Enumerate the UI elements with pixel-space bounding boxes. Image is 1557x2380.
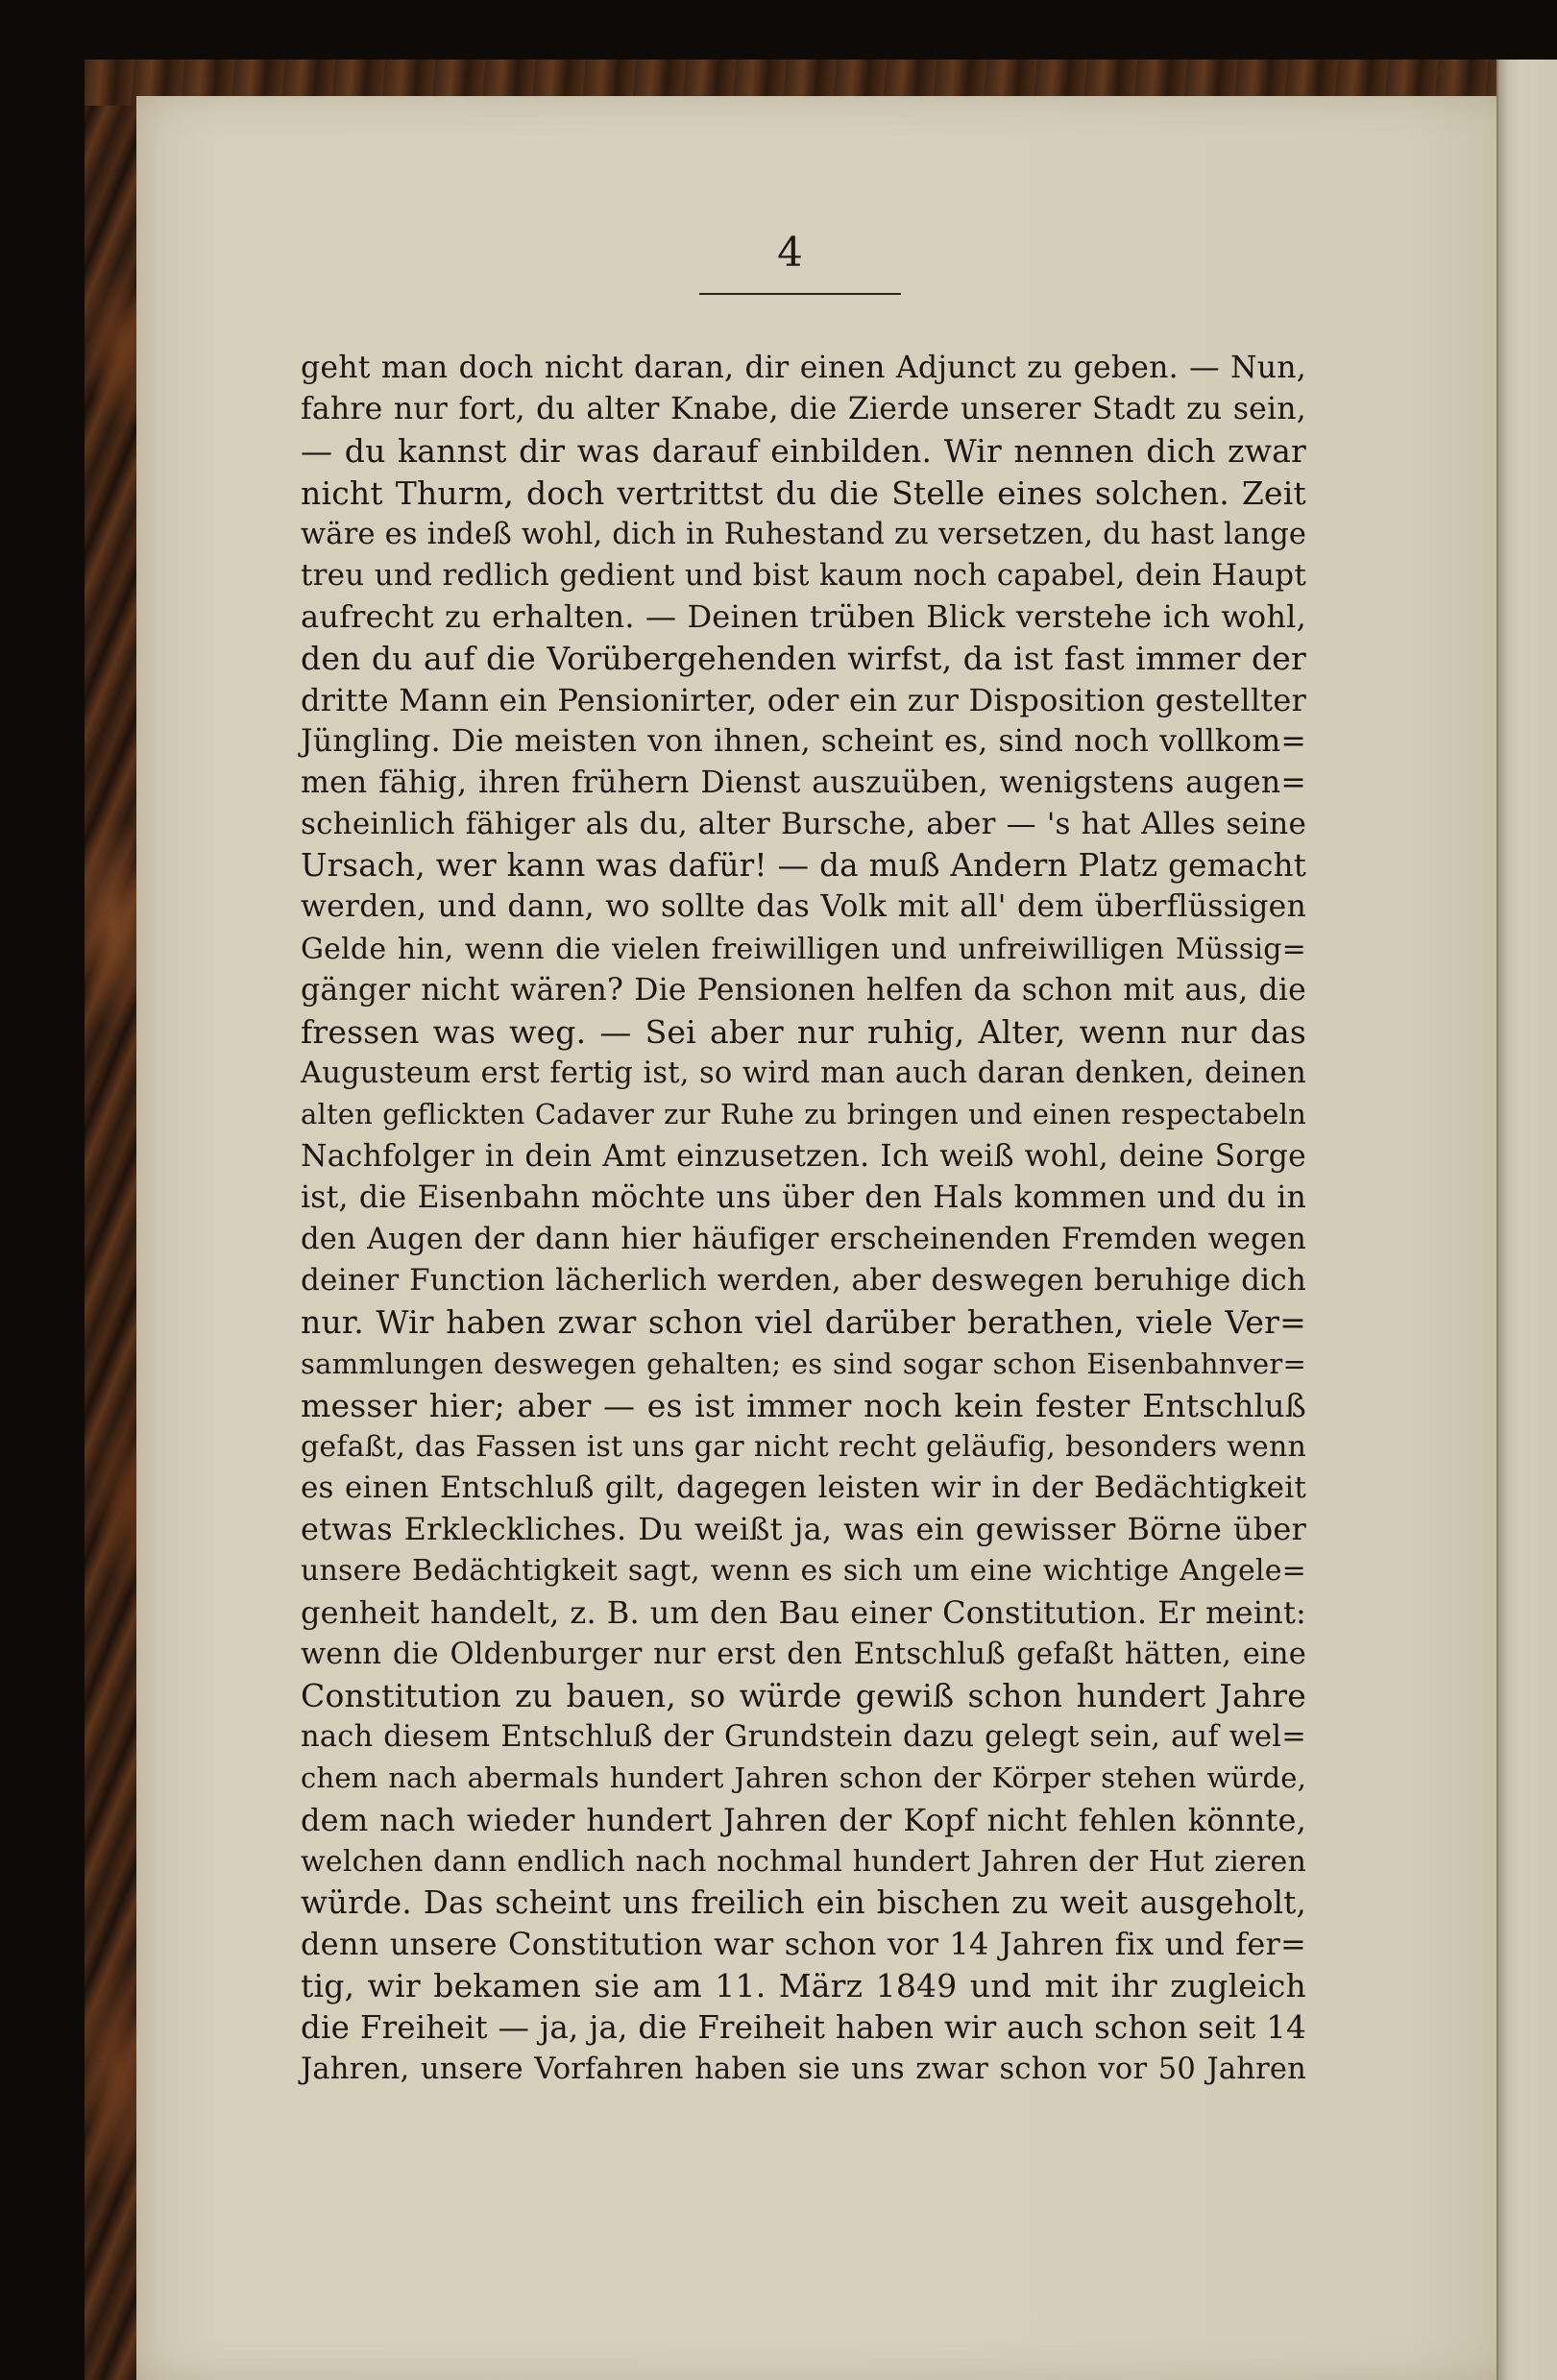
text-line: sammlungen deswegen gehalten; es sind sogar schon Eisenbahnver= <box>301 1347 1306 1380</box>
facing-page-edge <box>1498 60 1557 2380</box>
text-line: men fähig, ihren frühern Dienst auszuüben, wenigstens augen= <box>301 765 1306 800</box>
text-line: geht man doch nicht daran, dir einen Adjunct zu geben. — Nun, <box>301 351 1306 385</box>
text-line: den du auf die Vorübergehenden wirfst, da ist fast immer der <box>301 640 1306 678</box>
text-line: denn unsere Constitution war schon vor 14 Jahren fix und fer= <box>301 1926 1306 1963</box>
text-line: Jüngling. Die meisten von ihnen, scheint es, sind noch vollkom= <box>301 723 1306 759</box>
text-line: ist, die Eisenbahn möchte uns über den Hals kommen und du in <box>301 1179 1306 1215</box>
text-line: die Freiheit — ja, ja, die Freiheit haben wir auch schon seit 14 <box>301 2008 1306 2046</box>
page-number-rule <box>699 293 901 295</box>
text-line: Nachfolger in dein Amt einzusetzen. Ich weiß wohl, deine Sorge <box>301 1138 1306 1174</box>
text-line: nach diesem Entschluß der Grundstein dazu gelegt sein, auf wel= <box>301 1720 1306 1755</box>
text-line: tig, wir bekamen sie am 11. März 1849 und mit ihr zugleich <box>301 1967 1306 2005</box>
text-line: genheit handelt, z. B. um den Bau einer Constitution. Er meint: <box>301 1593 1306 1631</box>
text-line: fahre nur fort, du alter Knabe, die Zierde unserer Stadt zu sein, <box>301 392 1306 427</box>
text-line: nur. Wir haben zwar schon viel darüber berathen, viele Ver= <box>301 1303 1306 1342</box>
text-line: deiner Function lächerlich werden, aber deswegen beruhige dich <box>301 1263 1306 1299</box>
text-line: gefaßt, das Fassen ist uns gar nicht recht geläufig, besonders wenn <box>301 1429 1306 1464</box>
text-line: scheinlich fähiger als du, alter Bursche, aber — 's hat Alles seine <box>301 807 1306 842</box>
text-line: Jahren, unsere Vorfahren haben sie uns zwar schon vor 50 Jahren <box>301 2052 1306 2086</box>
text-line: unsere Bedächtigkeit sagt, wenn es sich um eine wichtige Angele= <box>301 1554 1306 1589</box>
text-line: alten geflickten Cadaver zur Ruhe zu bringen und einen respectabeln <box>301 1098 1306 1131</box>
text-line: gänger nicht wären? Die Pensionen helfen da schon mit aus, die <box>301 972 1306 1008</box>
text-line: Constitution zu bauen, so würde gewiß schon hundert Jahre <box>301 1677 1306 1714</box>
text-line: treu und redlich gedient und bist kaum noch capabel, dein Haupt <box>301 557 1306 593</box>
text-line: welchen dann endlich nach nochmal hundert Jahren der Hut zieren <box>301 1844 1306 1879</box>
text-line: es einen Entschluß gilt, dagegen leisten wir in der Bedächtigkeit <box>301 1470 1306 1506</box>
text-line: werden, und dann, wo sollte das Volk mit all' dem überflüssigen <box>301 889 1306 925</box>
text-line: — du kannst dir was darauf einbilden. Wir nennen dich zwar <box>301 432 1306 471</box>
text-line: nicht Thurm, doch vertrittst du die Stelle eines solchen. Zeit <box>301 474 1306 512</box>
text-line: Augusteum erst fertig ist, so wird man auch daran denken, deinen <box>301 1056 1306 1091</box>
page-number: 4 <box>777 229 803 276</box>
body-text <box>301 348 1306 2090</box>
text-line: messer hier; aber — es ist immer noch kein fester Entschluß <box>301 1386 1306 1424</box>
text-line: dem nach wieder hundert Jahren der Kopf nicht fehlen könnte, <box>301 1801 1306 1838</box>
text-line: dritte Mann ein Pensionirter, oder ein zur Disposition gestellter <box>301 681 1306 718</box>
text-line: würde. Das scheint uns freilich ein bischen zu weit ausgeholt, <box>301 1883 1306 1921</box>
text-line: wäre es indeß wohl, dich in Ruhestand zu versetzen, du hast lange <box>301 517 1307 551</box>
text-line: etwas Erkleckliches. Du weißt ja, was ein gewisser Börne über <box>301 1511 1306 1548</box>
text-line: Gelde hin, wenn die vielen freiwilligen und unfreiwilligen Müssig= <box>301 932 1306 966</box>
text-line: Ursach, wer kann was dafür! — da muß Andern Platz gemacht <box>301 847 1306 885</box>
text-line: den Augen der dann hier häufiger erscheinenden Fremden wegen <box>301 1222 1306 1256</box>
text-line: wenn die Oldenburger nur erst den Entschluß gefaßt hätten, eine <box>301 1637 1306 1671</box>
text-line: aufrecht zu erhalten. — Deinen trüben Blick verstehe ich wohl, <box>301 598 1306 636</box>
text-line: fressen was weg. — Sei aber nur ruhig, Alter, wenn nur das <box>301 1013 1306 1051</box>
text-line: chem nach abermals hundert Jahren schon der Körper stehen würde, <box>301 1761 1306 1795</box>
